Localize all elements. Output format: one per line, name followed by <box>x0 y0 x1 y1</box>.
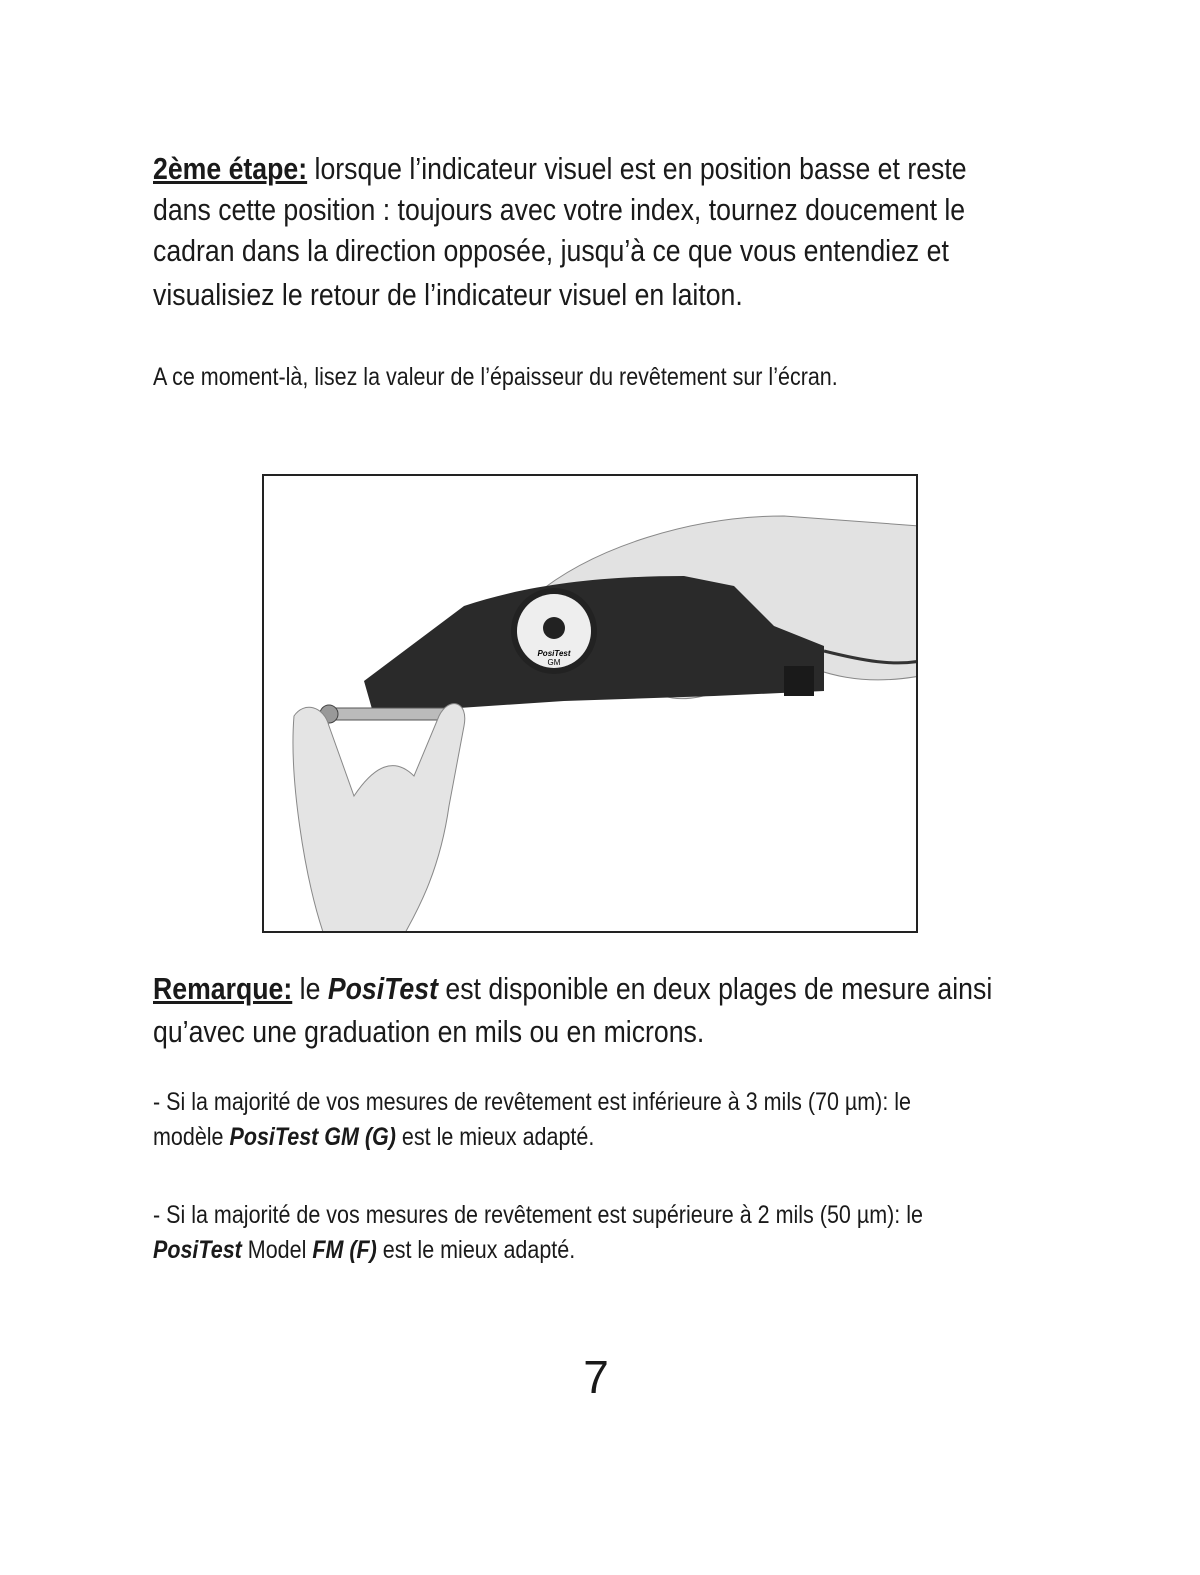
model-name: FM (F) <box>312 1236 377 1264</box>
remark-paragraph <box>153 968 1129 1052</box>
brand-name: PosiTest <box>327 971 438 1006</box>
text-line: - Si la majorité de vos mesures de revêtement est inférieure à 3 mils (70 µm): le <box>153 1088 912 1116</box>
device-model-text: GM <box>547 658 561 667</box>
step2-heading: 2ème étape: <box>153 151 308 186</box>
text: est le mieux adapté. <box>395 1123 595 1151</box>
text: le <box>292 971 328 1006</box>
text: est le mieux adapté. <box>376 1236 576 1264</box>
model-name: PosiTest GM (G) <box>229 1123 396 1151</box>
text: modèle <box>153 1123 230 1151</box>
text-line: lorsque l’indicateur visuel est en position basse et reste <box>307 151 967 186</box>
bullet-fm <box>153 1198 1048 1268</box>
text-line: dans cette position : toujours avec votre index, tournez doucement le <box>153 192 966 227</box>
brand-name: PosiTest <box>153 1236 242 1264</box>
text-line: - Si la majorité de vos mesures de revêtement est supérieure à 2 mils (50 µm): le <box>153 1201 923 1229</box>
text: est disponible en deux plages de mesure ainsi <box>437 971 993 1006</box>
text-line: qu’avec une graduation en mils ou en microns. <box>153 1014 705 1049</box>
bullet-gm <box>153 1085 1034 1155</box>
remark-heading: Remarque: <box>153 971 293 1006</box>
positest-photo <box>262 474 918 933</box>
text: Model <box>241 1236 313 1264</box>
device-logo-text: PosiTest <box>537 649 571 658</box>
step2-paragraph <box>153 148 1099 315</box>
read-value-text: A ce moment-là, lisez la valeur de l’épaisseur du revêtement sur l’écran. <box>153 363 838 391</box>
text-line: visualisiez le retour de l’indicateur visuel en laiton. <box>153 277 743 312</box>
page-number: 7 <box>583 1351 609 1403</box>
text-line: cadran dans la direction opposée, jusqu’à ce que vous entendiez et <box>153 233 949 268</box>
